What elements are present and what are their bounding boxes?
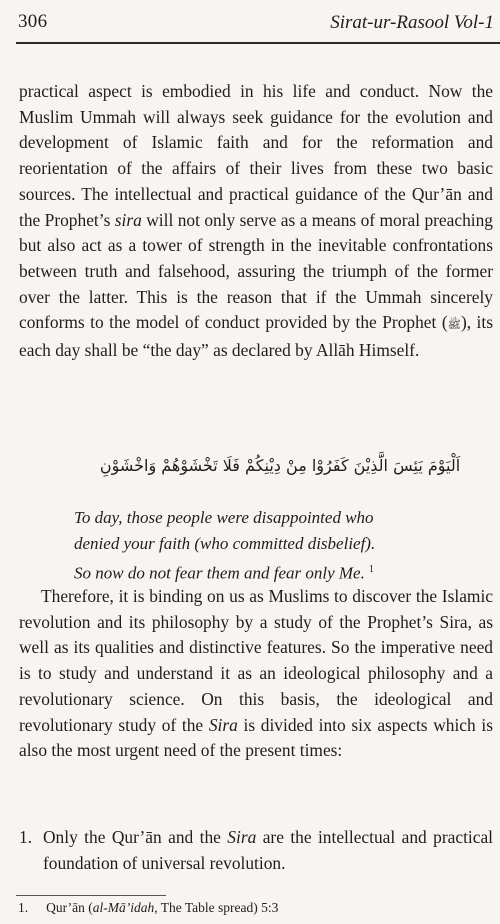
paragraph-1-text-a: practical aspect is embodied in his life and conduct. Now the Muslim Ummah will always seek guidance for the evolution and development of Islamic faith and for the reformation and reorientation of the affairs of their lives from these two basic sources. The intellectual and practical guidance of the Qur’ān and the Prophet’s [19, 81, 493, 230]
list-item [19, 825, 493, 876]
translation-line-1: To day, those people were disappointed who [74, 508, 374, 527]
paragraph-2 [19, 584, 493, 764]
translation-line-2: denied your faith (who committed disbelief). [74, 534, 376, 553]
page-number: 306 [18, 11, 48, 32]
footnote-number: 1. [18, 900, 29, 915]
footnote-reference: 1 [368, 564, 374, 575]
list-item-number: 1. [19, 827, 33, 847]
footnote-source: al-Mā’idah, [92, 900, 158, 915]
honorific-symbol: ﷺ [447, 318, 461, 332]
paragraph-1-text-c: ), its each day shall be “the day” as declared by Allāh Himself. [19, 312, 493, 361]
paragraph-2-text-b: is divided into six aspects which is also the most urgent need of the present times: [19, 714, 493, 761]
translation-line-3: So now do not fear them and fear only Me. [74, 563, 365, 583]
list-item-text-a: Only the Qur’ān and the [43, 827, 228, 847]
paragraph-1-sira: sira [114, 209, 142, 230]
list-item-sira: Sira [227, 827, 257, 847]
verse-translation [74, 505, 494, 587]
footnote-text-b: The Table spread) 5:3 [157, 900, 279, 915]
running-title: Sirat-ur-Rasool Vol-1 [330, 12, 494, 33]
paragraph-2-text-a: Therefore, it is binding on us as Muslims to discover the Islamic revolution and its philosophy by a study of the Prophet’s Sira, as well as its qualities and distinctive features. So the imperative need is to study and understand it as an ideological philosophy and a revolutionary science. On this basis, the ideological and revolutionary study of the [19, 586, 493, 735]
arabic-verse: اَلْيَوْمَ يَئِسَ الَّذِيْنَ كَفَرُوْا مِنْ دِيْنِكُمْ فَلَا تَخْشَوْهُمْ وَاخْشَوْنِ [99, 456, 461, 475]
paragraph-1 [19, 79, 493, 364]
list-item-text [43, 825, 493, 876]
paragraph-2-sira: Sira [208, 714, 238, 735]
footnote [18, 900, 278, 916]
footnote-text-a: Qur’ān ( [46, 900, 93, 915]
page-header [0, 0, 500, 44]
paragraph-1-text-b: will not only serve as a means of moral preaching but also act as a tower of strength in the inevitable confrontations between truth and falsehood, assuring the triumph of the former over the latter. This is the reason that if the Ummah sincerely conforms to the model of conduct provided by the Prophet ( [19, 209, 494, 333]
list-item-text-b: are the intellectual and practical foundation of universal revolution. [43, 827, 493, 873]
header-rule [16, 42, 500, 44]
footnote-rule [16, 895, 166, 896]
